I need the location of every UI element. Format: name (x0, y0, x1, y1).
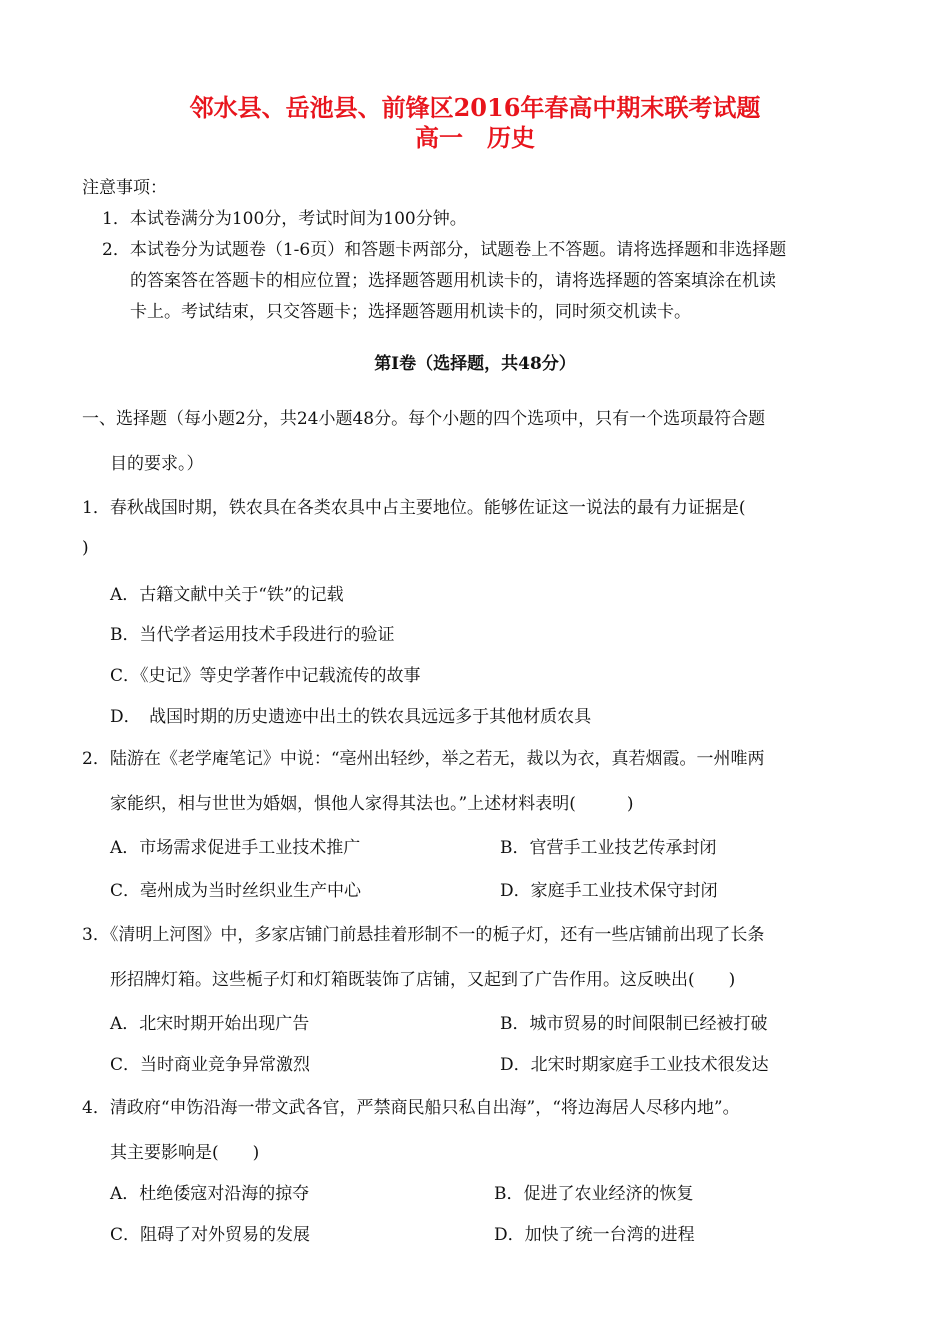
notice-item-2-line3: 卡上。考试结束，只交答题卡；选择题答题用机读卡的，同时须交机读卡。 (130, 302, 691, 322)
question-3-option-a: A．北宋时期开始出现广告 (110, 1014, 310, 1034)
question-2-stem-line1: 2．陆游在《老学庵笔记》中说：“亳州出轻纱，举之若无，裁以为衣，真若烟霞。一州唯两 (82, 749, 765, 769)
notice-heading: 注意事项： (82, 178, 167, 198)
question-4-stem-line1: 4．清政府“申饬沿海一带文武各官，严禁商民船只私自出海”，“将边海居人尽移内地”。 (82, 1098, 740, 1118)
question-1-stem-line1: 1．春秋战国时期，铁农具在各类农具中占主要地位。能够佐证这一说法的最有力证据是( (82, 498, 746, 518)
question-1-option-c: C．《史记》等史学著作中记载流传的故事 (110, 666, 421, 686)
question-4-option-a: A．杜绝倭寇对沿海的掠夺 (110, 1184, 310, 1204)
question-2-option-a: A．市场需求促进手工业技术推广 (110, 838, 361, 858)
question-2-option-c: C．亳州成为当时丝织业生产中心 (110, 881, 362, 901)
notice-item-1: 1．本试卷满分为100分，考试时间为100分钟。 (102, 209, 467, 229)
question-3-option-b: B．城市贸易的时间限制已经被打破 (500, 1014, 768, 1034)
question-2-stem-line2: 家能织，相与世世为婚姻，惧他人家得其法也。”上述材料表明( ) (110, 794, 634, 814)
question-2-option-b: B．官营手工业技艺传承封闭 (500, 838, 717, 858)
question-4-stem-line2: 其主要影响是( ) (110, 1143, 260, 1163)
question-4-option-b: B．促进了农业经济的恢复 (494, 1184, 694, 1204)
question-1-option-b: B．当代学者运用技术手段进行的验证 (110, 625, 395, 645)
exam-title-line1: 邻水县、岳池县、前锋区2016年春高中期末联考试题 (189, 93, 761, 122)
question-2-option-d: D．家庭手工业技术保守封闭 (500, 881, 718, 901)
part-instructions-line1: 一、选择题（每小题2分，共24小题48分。每个小题的四个选项中，只有一个选项最符合题 (82, 409, 766, 429)
question-4-option-c: C．阻碍了对外贸易的发展 (110, 1225, 311, 1245)
section-title: 第Ⅰ卷（选择题，共48分） (374, 354, 576, 374)
question-4-option-d: D．加快了统一台湾的进程 (494, 1225, 695, 1245)
notice-item-2-line2: 的答案答在答题卡的相应位置；选择题答题用机读卡的，请将选择题的答案填涂在机读 (130, 271, 776, 291)
exam-title-line2: 高一 历史 (415, 123, 535, 152)
question-1-option-a: A．古籍文献中关于“铁”的记载 (110, 585, 344, 605)
notice-item-2-line1: 2．本试卷分为试题卷（1-6页）和答题卡两部分，试题卷上不答题。请将选择题和非选择题 (102, 240, 787, 260)
part-instructions-line2: 目的要求。） (110, 454, 204, 474)
question-1-stem-line2: ) (82, 538, 89, 558)
question-3-stem-line2: 形招牌灯箱。这些栀子灯和灯箱既装饰了店铺，又起到了广告作用。这反映出( ) (110, 970, 736, 990)
question-3-stem-line1: 3．《清明上河图》中，多家店铺门前悬挂着形制不一的栀子灯，还有一些店铺前出现了长条 (82, 925, 765, 945)
question-3-option-c: C．当时商业竞争异常激烈 (110, 1055, 311, 1075)
question-3-option-d: D．北宋时期家庭手工业技术很发达 (500, 1055, 769, 1075)
question-1-option-d: D． 战国时期的历史遗迹中出土的铁农具远远多于其他材质农具 (110, 707, 592, 727)
